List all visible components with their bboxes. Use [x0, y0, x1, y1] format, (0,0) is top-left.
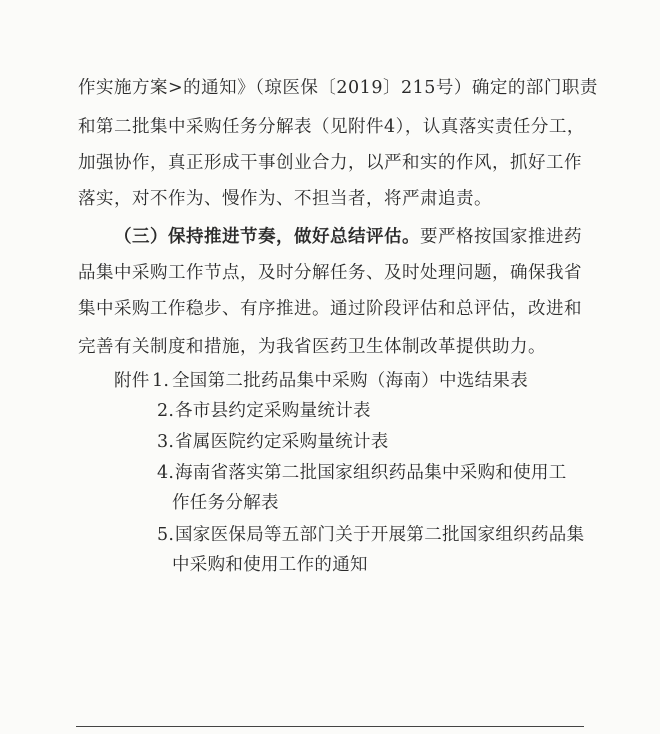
- section-heading: （三）保持推进节奏，做好总结评估。: [114, 227, 420, 247]
- paragraph-1-line-3: 加强协作，真正形成干事创业合力，以严和实的作风，抓好工作: [78, 153, 582, 173]
- attachment-3-number: 3.: [157, 432, 175, 452]
- paragraph-2-line-1-rest: 要严格按国家推进药: [420, 227, 582, 247]
- paragraph-2-line-4: 完善有关制度和措施，为我省医药卫生体制改革提供助力。: [78, 337, 546, 357]
- attachment-3-title: 省属医院约定采购量统计表: [175, 432, 389, 452]
- attachment-label: 附件: [114, 371, 150, 391]
- paragraph-2-line-3: 集中采购工作稳步、有序推进。通过阶段评估和总评估，改进和: [78, 299, 582, 319]
- attachment-5-title-line-2: 中采购和使用工作的通知: [172, 555, 368, 575]
- attachment-1-title: 全国第二批药品集中采购（海南）中选结果表: [172, 371, 528, 391]
- paragraph-1-line-1: 作实施方案>的通知》（琼医保〔2019〕215号）确定的部门职责: [78, 78, 598, 98]
- attachment-4-title-line-1: 海南省落实第二批国家组织药品集中采购和使用工: [175, 463, 567, 483]
- attachment-1-number: 1.: [152, 371, 170, 391]
- attachment-4-title-line-2: 作任务分解表: [172, 493, 279, 513]
- attachment-5-title-line-1: 国家医保局等五部门关于开展第二批国家组织药品集: [175, 525, 585, 545]
- paragraph-2-line-2: 品集中采购工作节点，及时分解任务、及时处理问题，确保我省: [78, 263, 582, 283]
- footer-divider: [76, 726, 584, 727]
- attachment-2-number: 2.: [157, 401, 175, 421]
- attachment-2-title: 各市县约定采购量统计表: [175, 401, 371, 421]
- attachment-4-number: 4.: [157, 463, 175, 483]
- paragraph-1-line-2: 和第二批集中采购任务分解表（见附件4），认真落实责任分工，: [78, 117, 585, 137]
- attachment-5-number: 5.: [157, 525, 175, 545]
- paragraph-1-line-4: 落实，对不作为、慢作为、不担当者，将严肃追责。: [78, 189, 492, 209]
- paragraph-2-line-1: [114, 224, 582, 250]
